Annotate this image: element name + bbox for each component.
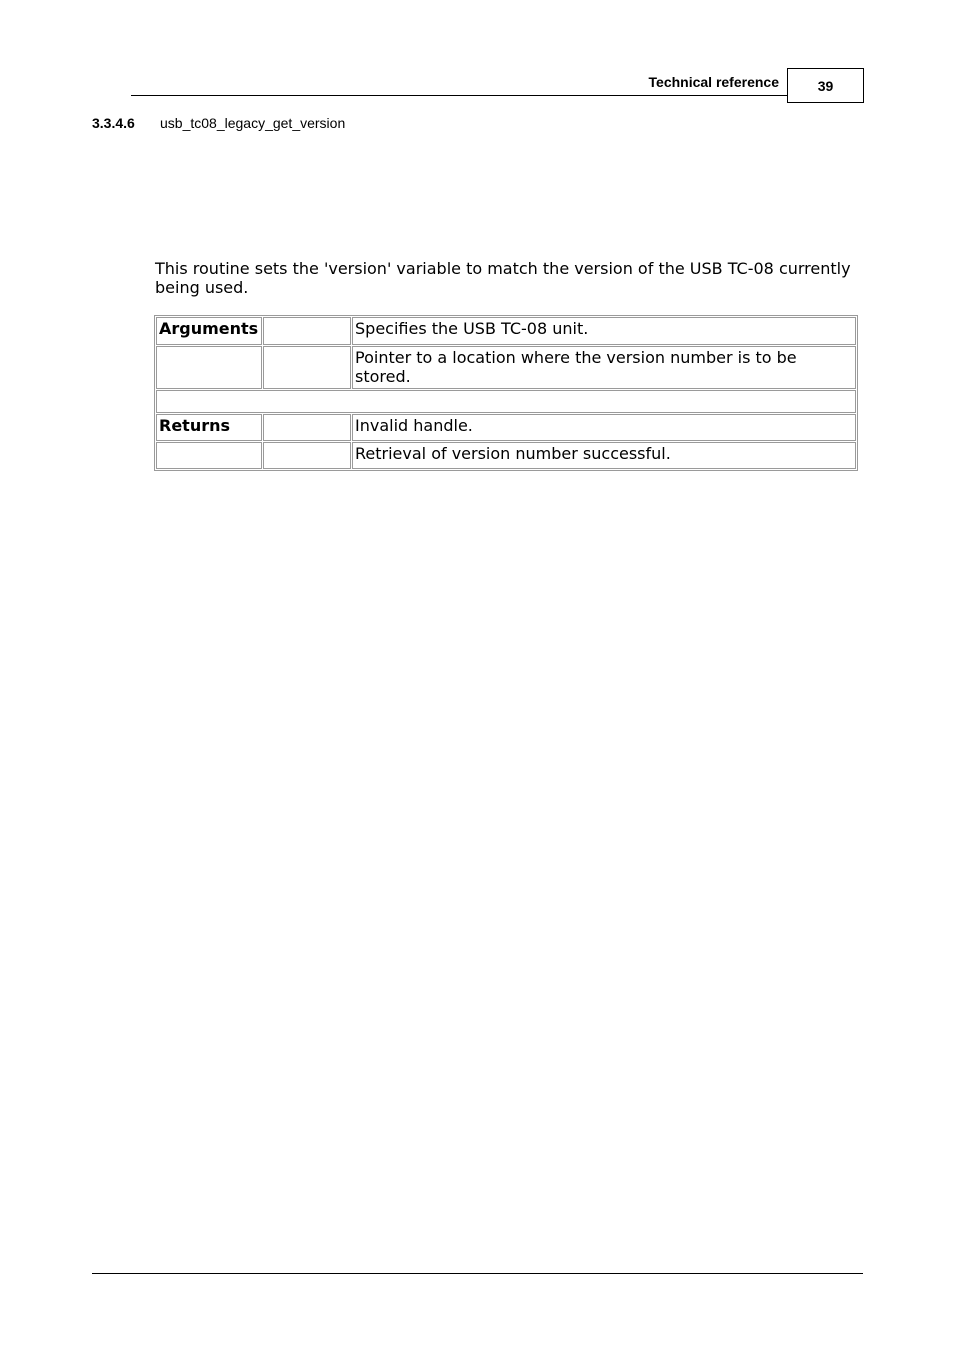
argument-name xyxy=(263,346,351,389)
returns-label: Returns xyxy=(156,414,262,441)
header-rule xyxy=(131,95,788,96)
footer-rule xyxy=(92,1273,863,1274)
empty-cell xyxy=(156,442,262,469)
section-heading xyxy=(92,115,345,131)
running-header-title: Technical reference xyxy=(648,74,779,90)
table-row xyxy=(156,442,856,469)
table-row xyxy=(156,346,856,389)
table-row xyxy=(156,414,856,441)
argument-description: Specifies the USB TC-08 unit. xyxy=(352,317,856,345)
empty-cell xyxy=(156,390,856,413)
page-number: 39 xyxy=(817,77,834,94)
return-description: Retrieval of version number successful. xyxy=(352,442,856,469)
table-spacer-row xyxy=(156,390,856,413)
intro-paragraph: This routine sets the 'version' variable to match the version of the USB TC-08 currently being used. xyxy=(155,259,851,297)
return-description: Invalid handle. xyxy=(352,414,856,441)
argument-description: Pointer to a location where the version number is to be stored. xyxy=(352,346,856,389)
return-value xyxy=(263,442,351,469)
page-number-box xyxy=(787,68,864,103)
arguments-returns-table xyxy=(154,315,858,471)
table-row xyxy=(156,317,856,345)
section-title: usb_tc08_legacy_get_version xyxy=(160,115,346,131)
empty-cell xyxy=(156,346,262,389)
section-number: 3.3.4.6 xyxy=(92,115,135,131)
argument-name xyxy=(263,317,351,345)
arguments-label: Arguments xyxy=(156,317,262,345)
return-value xyxy=(263,414,351,441)
